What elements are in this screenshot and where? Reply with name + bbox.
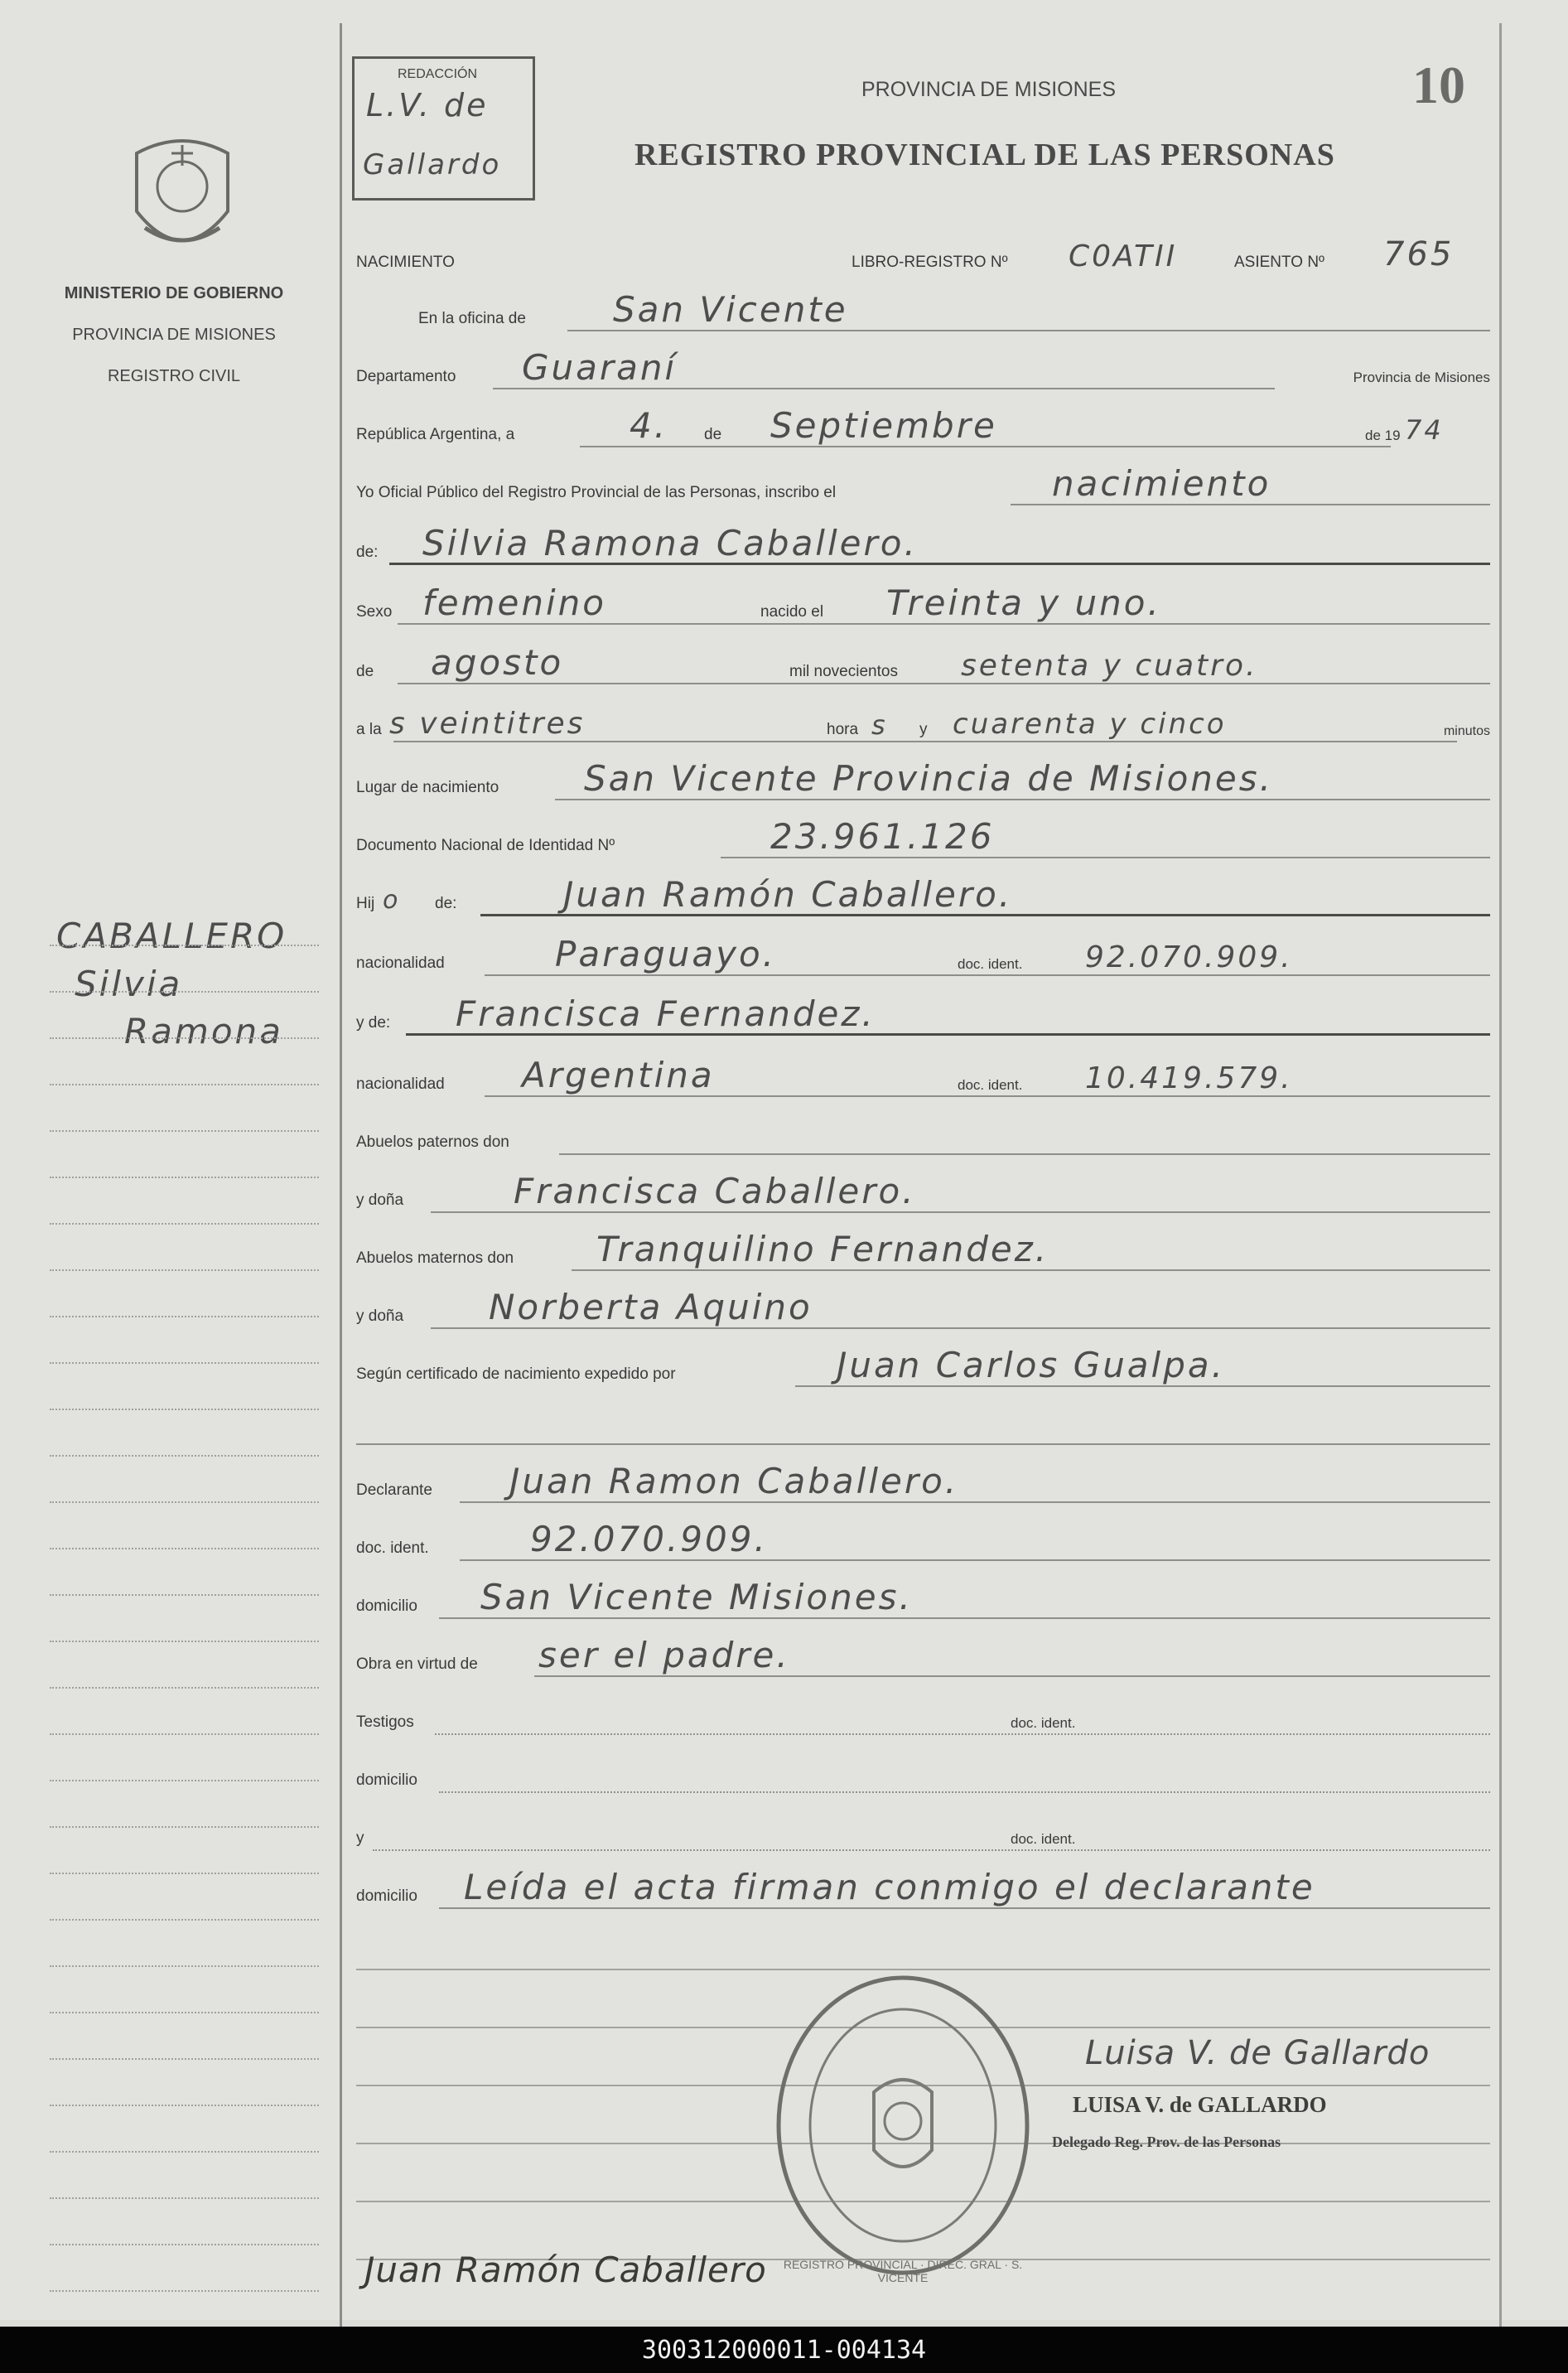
redaccion-value-2: Gallardo xyxy=(363,148,502,181)
margin-rule xyxy=(340,23,342,2327)
asiento-label: ASIENTO Nº xyxy=(1234,254,1324,271)
cert-label: Según certificado de nacimiento expedido por xyxy=(356,1365,676,1383)
row-hij xyxy=(356,872,1490,921)
domicilio1-value: San Vicente Misiones. xyxy=(480,1577,913,1617)
sidebar-ruled-line xyxy=(50,2105,319,2106)
hij-label: Hij xyxy=(356,895,375,912)
yde-label: y de: xyxy=(356,1014,391,1032)
official-title: Delegado Reg. Prov. de las Personas xyxy=(1052,2134,1281,2150)
horas-suffix: s xyxy=(871,709,888,741)
departamento-value: Guaraní xyxy=(522,347,678,388)
lugar-label: Lugar de nacimiento xyxy=(356,779,499,796)
sidebar-ruled-line xyxy=(50,2058,319,2060)
anio-value: 74 xyxy=(1405,414,1444,446)
asiento-value: 765 xyxy=(1383,235,1455,273)
nombre-value: Silvia Ramona Caballero. xyxy=(422,523,918,563)
row-declarante xyxy=(356,1458,1490,1508)
lugar-value: San Vicente Provincia de Misiones. xyxy=(584,758,1273,799)
alas-label: a la xyxy=(356,721,382,738)
official-seal-icon xyxy=(766,1968,1040,2283)
seal-text: REGISTRO PROVINCIAL · DIREC. GRAL · S. VICENTE xyxy=(783,2258,1023,2284)
row-ydona1 xyxy=(356,1168,1490,1218)
ydona1-value: Francisca Caballero. xyxy=(514,1171,916,1211)
header-province: PROVINCIA DE MISIONES xyxy=(861,78,1117,101)
sidebar-ruled-line xyxy=(50,1548,319,1549)
horas-label: hora xyxy=(827,721,859,738)
sidebar-ruled-line xyxy=(50,945,319,946)
nac1-label: nacionalidad xyxy=(356,955,445,972)
sidebar-ruled-line xyxy=(50,1362,319,1364)
row-nombre xyxy=(356,520,1490,570)
sidebar-ruled-line xyxy=(50,1269,319,1271)
oficina-label: En la oficina de xyxy=(418,310,526,327)
sidebar-province: PROVINCIA DE MISIONES xyxy=(72,326,276,344)
row-abmat xyxy=(356,1226,1490,1276)
declarant-signature: Juan Ramón Caballero xyxy=(364,2250,767,2290)
row-lugar xyxy=(356,756,1490,805)
row-ydona2 xyxy=(356,1284,1490,1334)
abmat-label: Abuelos maternos don xyxy=(356,1249,514,1267)
margin-note-surname: CABALLERO xyxy=(56,916,287,956)
sexo-label: Sexo xyxy=(356,603,393,621)
sidebar-ruled-line xyxy=(50,1409,319,1410)
minutos-value: cuarenta y cinco xyxy=(953,708,1227,741)
row-domicilio1 xyxy=(356,1574,1490,1624)
doc2-value: 10.419.579. xyxy=(1085,1061,1293,1095)
nac2-value: Argentina xyxy=(522,1055,715,1095)
sidebar-ruled-line xyxy=(50,1965,319,1967)
row-nac1 xyxy=(356,931,1490,981)
de-label: de xyxy=(704,426,722,443)
sidebar-ruled-line xyxy=(50,1130,319,1132)
row-mes-nac xyxy=(356,640,1490,689)
milnov-label: mil novecientos xyxy=(789,663,898,680)
docdecl-label: doc. ident. xyxy=(356,1539,429,1557)
row-docdecl xyxy=(356,1516,1490,1566)
row-y2 xyxy=(356,1806,1490,1856)
nac2-label: nacionalidad xyxy=(356,1075,445,1093)
sidebar-ruled-line xyxy=(50,1037,319,1039)
domicilio1-label: domicilio xyxy=(356,1597,417,1615)
hora-value: s veintitres xyxy=(389,707,586,741)
sidebar-ruled-line xyxy=(50,2244,319,2245)
archive-id-bar xyxy=(0,2327,1568,2373)
row-nac2 xyxy=(356,1052,1490,1102)
padre-value: Juan Ramón Caballero. xyxy=(563,874,1013,915)
obra-label: Obra en virtud de xyxy=(356,1655,478,1673)
row-testigos xyxy=(356,1690,1490,1740)
official-name: LUISA V. de GALLARDO xyxy=(1073,2092,1327,2117)
dni-value: 23.961.126 xyxy=(770,816,995,857)
sidebar-ruled-line xyxy=(50,1316,319,1317)
sidebar-ruled-line xyxy=(50,991,319,993)
testdoc2-label: doc. ident. xyxy=(1011,1831,1076,1847)
sidebar-ruled-line xyxy=(50,2012,319,2013)
row-domicilio2 xyxy=(356,1748,1490,1798)
hij-suffix: o xyxy=(383,886,401,915)
row-libro xyxy=(356,230,1490,280)
redaccion-label: REDACCIÓN xyxy=(398,67,478,81)
provincia-label: Provincia de Misiones xyxy=(1353,370,1490,385)
anio-label: de 19 xyxy=(1365,428,1401,443)
republica-label: República Argentina, a xyxy=(356,426,515,443)
sidebar-ruled-line xyxy=(50,2151,319,2153)
declarante-label: Declarante xyxy=(356,1481,432,1499)
doc1-value: 92.070.909. xyxy=(1085,940,1293,974)
abmat-value: Tranquilino Fernandez. xyxy=(596,1229,1049,1269)
anio-nac-value: setenta y cuatro. xyxy=(961,649,1258,683)
row-oficina xyxy=(356,287,1490,336)
official-signature: Luisa V. de Gallardo xyxy=(1085,2034,1430,2072)
sidebar-ruled-line xyxy=(50,1594,319,1596)
sidebar-ruled-line xyxy=(50,1641,319,1642)
libro-value: C0ATII xyxy=(1069,239,1178,273)
sidebar-ruled-line xyxy=(50,1873,319,1874)
row-obra xyxy=(356,1632,1490,1682)
sidebar-ruled-line xyxy=(50,1223,319,1225)
oficial-label: Yo Oficial Público del Registro Provincial de las Personas, inscribo el xyxy=(356,484,837,501)
row-oficial xyxy=(356,461,1490,510)
dia-value: 4. xyxy=(630,405,668,446)
doc2-label: doc. ident. xyxy=(958,1077,1023,1093)
coat-of-arms-icon xyxy=(120,128,244,269)
ydona2-label: y doña xyxy=(356,1307,404,1325)
oficial-value: nacimiento xyxy=(1052,463,1271,504)
row-leida xyxy=(356,1864,1490,1914)
doc1-label: doc. ident. xyxy=(958,956,1023,972)
sidebar-ruled-line xyxy=(50,2197,319,2199)
row-hora xyxy=(356,698,1490,747)
testdoc-label: doc. ident. xyxy=(1011,1715,1076,1731)
sidebar-ruled-line xyxy=(50,1780,319,1781)
row-cert xyxy=(356,1342,1490,1392)
declarante-value: Juan Ramon Caballero. xyxy=(509,1461,959,1501)
leida-value: Leída el acta firman conmigo el declarante xyxy=(464,1867,1315,1907)
dni-label: Documento Nacional de Identidad Nº xyxy=(356,837,615,854)
sidebar-ruled-line xyxy=(50,1177,319,1178)
sidebar-ministry: MINISTERIO DE GOBIERNO xyxy=(64,284,284,302)
domicilio2-label: domicilio xyxy=(356,1771,417,1789)
abpat-label: Abuelos paternos don xyxy=(356,1133,509,1151)
row-sexo xyxy=(356,580,1490,630)
hij-de-label: de: xyxy=(435,895,457,912)
row-dni xyxy=(356,814,1490,863)
row-departamento xyxy=(356,345,1490,394)
sidebar-ruled-line xyxy=(50,1084,319,1085)
mes-nac-value: agosto xyxy=(431,642,564,683)
nacimiento-label: NACIMIENTO xyxy=(356,254,455,271)
mes-value: Septiembre xyxy=(770,405,997,446)
docdecl-value: 92.070.909. xyxy=(530,1519,768,1559)
minutos-label: minutos xyxy=(1443,724,1490,738)
obra-value: ser el padre. xyxy=(538,1635,790,1675)
madre-value: Francisca Fernandez. xyxy=(456,993,876,1034)
sidebar-ruled-line xyxy=(50,2290,319,2292)
de2-label: de xyxy=(356,663,374,680)
archive-id: 300312000011-004134 xyxy=(641,2335,927,2365)
departamento-label: Departamento xyxy=(356,368,456,385)
header-registry: REGISTRO PROVINCIAL DE LAS PERSONAS xyxy=(634,138,1335,172)
sidebar-ruled-line xyxy=(50,1919,319,1921)
testigos-label: Testigos xyxy=(356,1713,414,1731)
nacido-label: nacido el xyxy=(760,603,824,621)
nacido-value: Treinta y uno. xyxy=(886,582,1161,623)
sidebar-ruled-line xyxy=(50,1687,319,1689)
row-abpat xyxy=(356,1110,1490,1160)
ydona1-label: y doña xyxy=(356,1191,404,1209)
redaccion-value-1: L.V. de xyxy=(366,87,489,123)
y-label: y xyxy=(919,721,928,738)
domicilio3-label: domicilio xyxy=(356,1887,417,1905)
de-nombre-label: de: xyxy=(356,544,379,561)
page-number: 10 xyxy=(1412,56,1465,114)
row-madre xyxy=(356,991,1490,1041)
sidebar-ruled-line xyxy=(50,1455,319,1457)
sexo-value: femenino xyxy=(422,582,606,623)
margin-note-first-name: Silvia xyxy=(75,964,183,1004)
libro-label: LIBRO-REGISTRO Nº xyxy=(852,254,1008,271)
redaccion-box xyxy=(352,56,535,201)
row-blank-1 xyxy=(356,1400,1490,1450)
y2-label: y xyxy=(356,1829,364,1847)
sidebar-office: REGISTRO CIVIL xyxy=(107,367,241,385)
right-rule xyxy=(1499,23,1502,2327)
sidebar-ruled-line xyxy=(50,1826,319,1828)
sidebar-ruled-line xyxy=(50,1501,319,1503)
margin-note-second-name: Ramona xyxy=(124,1011,283,1051)
sidebar-ruled-line xyxy=(50,1733,319,1735)
ydona2-value: Norberta Aquino xyxy=(489,1287,813,1327)
oficina-value: San Vicente xyxy=(613,289,848,330)
cert-value: Juan Carlos Gualpa. xyxy=(837,1345,1225,1385)
nac1-value: Paraguayo. xyxy=(555,934,776,974)
row-fecha xyxy=(356,403,1490,452)
